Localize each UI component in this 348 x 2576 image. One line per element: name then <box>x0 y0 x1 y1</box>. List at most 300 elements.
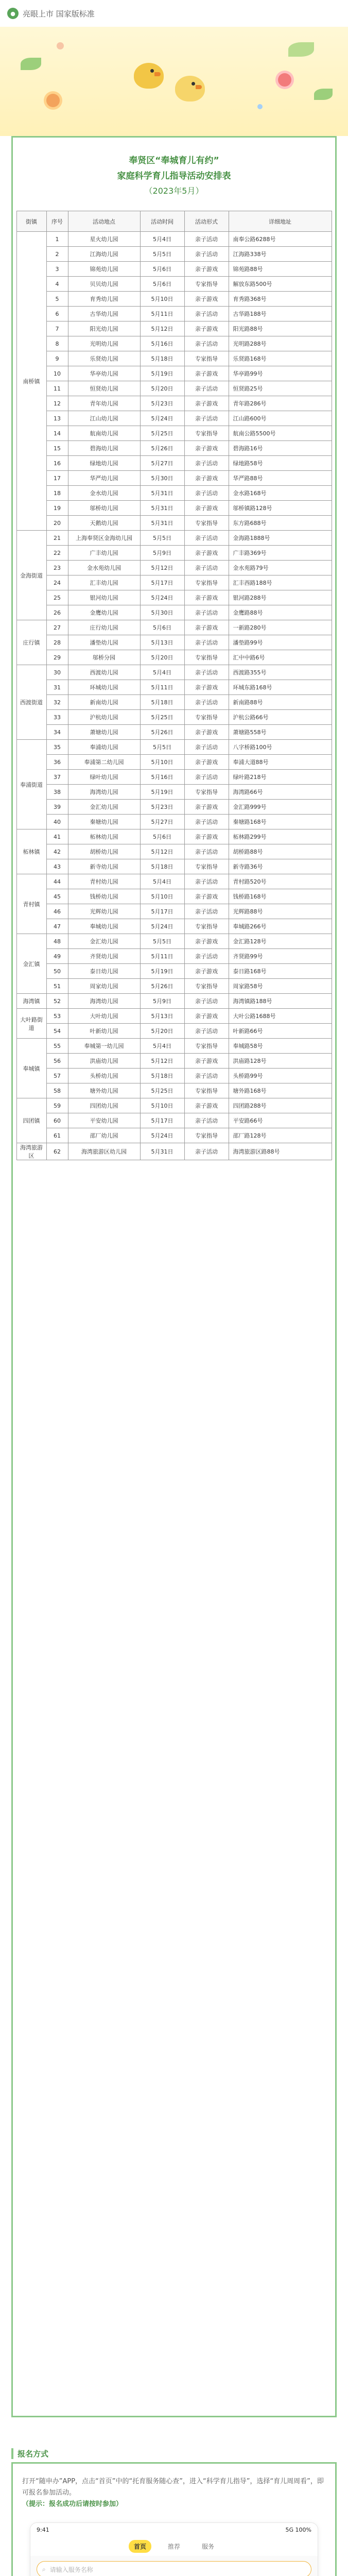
date-cell: 5月12日 <box>140 1054 184 1069</box>
leaf-icon <box>288 42 314 57</box>
type-cell: 专家指导 <box>184 575 229 590</box>
date-cell: 5月24日 <box>140 411 184 426</box>
venue-cell: 绿地幼儿园 <box>68 456 140 471</box>
phone-top-tabs <box>30 2536 318 2556</box>
venue-cell: 银河幼儿园 <box>68 590 140 605</box>
address-cell: 沪杭公路66号 <box>229 710 332 725</box>
table-row <box>16 725 332 740</box>
address-cell: 育秀路368号 <box>229 292 332 307</box>
address-cell: 八字桥路100号 <box>229 740 332 755</box>
flower-icon <box>46 94 60 107</box>
index-cell: 59 <box>46 1098 68 1113</box>
address-cell: 新南路88号 <box>229 695 332 710</box>
address-cell: 碧海路16号 <box>229 441 332 456</box>
col-header: 活动地点 <box>68 211 140 232</box>
table-row <box>16 411 332 426</box>
date-cell: 5月5日 <box>140 247 184 262</box>
table-row <box>16 740 332 755</box>
district-cell: 青村镇 <box>16 874 46 934</box>
type-cell: 亲子游戏 <box>184 366 229 381</box>
type-cell: 亲子游戏 <box>184 262 229 277</box>
venue-cell: 古华幼儿园 <box>68 307 140 321</box>
type-cell: 亲子活动 <box>184 307 229 321</box>
type-cell: 亲子活动 <box>184 336 229 351</box>
index-cell: 25 <box>46 590 68 605</box>
address-cell: 海湾镇路188号 <box>229 994 332 1009</box>
venue-cell: 沪杭幼儿园 <box>68 710 140 725</box>
venue-cell: 潘垫幼儿园 <box>68 635 140 650</box>
address-cell: 柘林路299号 <box>229 829 332 844</box>
date-cell: 5月25日 <box>140 426 184 441</box>
leaf-icon <box>314 89 333 100</box>
table-row <box>16 292 332 307</box>
venue-cell: 柘林幼儿园 <box>68 829 140 844</box>
date-cell: 5月30日 <box>140 471 184 486</box>
decor-dot <box>257 104 263 109</box>
schedule-frame <box>11 136 337 2417</box>
date-cell: 5月13日 <box>140 1009 184 1024</box>
date-cell: 5月24日 <box>140 1128 184 1143</box>
address-cell: 潘垫路99号 <box>229 635 332 650</box>
flower-icon <box>278 73 291 87</box>
date-cell: 5月9日 <box>140 994 184 1009</box>
type-cell: 专家指导 <box>184 426 229 441</box>
venue-cell: 金鹰幼儿园 <box>68 605 140 620</box>
index-cell: 10 <box>46 366 68 381</box>
address-cell: 华亭路99号 <box>229 366 332 381</box>
index-cell: 36 <box>46 755 68 770</box>
venue-cell: 四团幼儿园 <box>68 1098 140 1113</box>
index-cell: 13 <box>46 411 68 426</box>
address-cell: 钱桥路168号 <box>229 889 332 904</box>
venue-cell: 汇丰幼儿园 <box>68 575 140 590</box>
table-row <box>16 247 332 262</box>
type-cell: 亲子活动 <box>184 770 229 785</box>
index-cell: 50 <box>46 964 68 979</box>
type-cell: 亲子活动 <box>184 949 229 964</box>
venue-cell: 江海幼儿园 <box>68 247 140 262</box>
address-cell: 江海路338号 <box>229 247 332 262</box>
type-cell: 亲子游戏 <box>184 725 229 740</box>
status-right: 5G 100% <box>285 2526 311 2533</box>
type-cell: 亲子活动 <box>184 232 229 247</box>
index-cell: 41 <box>46 829 68 844</box>
type-cell: 亲子活动 <box>184 665 229 680</box>
decor-dot <box>57 42 64 49</box>
index-cell: 37 <box>46 770 68 785</box>
index-cell: 38 <box>46 785 68 800</box>
index-cell: 32 <box>46 695 68 710</box>
index-cell: 56 <box>46 1054 68 1069</box>
table-row <box>16 1054 332 1069</box>
venue-cell: 庄行幼儿园 <box>68 620 140 635</box>
table-row <box>16 1098 332 1113</box>
index-cell: 40 <box>46 815 68 829</box>
table-row <box>16 979 332 994</box>
search-placeholder: 请输入服务名称 <box>49 2566 93 2573</box>
table-row <box>16 605 332 620</box>
type-cell: 亲子游戏 <box>184 934 229 949</box>
index-cell: 45 <box>46 889 68 904</box>
district-cell: 奉浦街道 <box>16 740 46 829</box>
date-cell: 5月25日 <box>140 1083 184 1098</box>
top-bar-title: 亮眼上市 国家版标准 <box>23 9 95 19</box>
address-cell: 南奉公路6288号 <box>229 232 332 247</box>
col-header: 详细地址 <box>229 211 332 232</box>
type-cell: 专家指导 <box>184 516 229 531</box>
index-cell: 26 <box>46 605 68 620</box>
venue-cell: 光辉幼儿园 <box>68 904 140 919</box>
index-cell: 58 <box>46 1083 68 1098</box>
index-cell: 6 <box>46 307 68 321</box>
type-cell: 亲子活动 <box>184 844 229 859</box>
address-cell: 洪庙路128号 <box>229 1054 332 1069</box>
venue-cell: 周家幼儿园 <box>68 979 140 994</box>
venue-cell: 绿叶幼儿园 <box>68 770 140 785</box>
district-cell: 柘林镇 <box>16 829 46 874</box>
type-cell: 亲子游戏 <box>184 292 229 307</box>
venue-cell: 金汇幼儿园 <box>68 934 140 949</box>
venue-cell: 邬桥幼儿园 <box>68 501 140 516</box>
type-cell: 亲子游戏 <box>184 620 229 635</box>
address-cell: 金海路1888号 <box>229 531 332 546</box>
index-cell: 7 <box>46 321 68 336</box>
table-row <box>16 949 332 964</box>
date-cell: 5月5日 <box>140 740 184 755</box>
date-cell: 5月10日 <box>140 1098 184 1113</box>
table-row <box>16 546 332 561</box>
address-cell: 金水路168号 <box>229 486 332 501</box>
address-cell: 西渡路355号 <box>229 665 332 680</box>
table-row <box>16 755 332 770</box>
index-cell: 34 <box>46 725 68 740</box>
index-cell: 24 <box>46 575 68 590</box>
date-cell: 5月17日 <box>140 1113 184 1128</box>
date-cell: 5月23日 <box>140 396 184 411</box>
venue-cell: 邵厂幼儿园 <box>68 1128 140 1143</box>
address-cell: 四团路288号 <box>229 1098 332 1113</box>
address-cell: 邬桥镇路128号 <box>229 501 332 516</box>
address-cell: 环城东路168号 <box>229 680 332 695</box>
table-row <box>16 695 332 710</box>
index-cell: 4 <box>46 277 68 292</box>
date-cell: 5月18日 <box>140 695 184 710</box>
type-cell: 亲子游戏 <box>184 546 229 561</box>
phone-tab-recommend[interactable]: 推荐 <box>167 2543 180 2550</box>
type-cell: 专家指导 <box>184 351 229 366</box>
table-row <box>16 620 332 635</box>
venue-cell: 环城幼儿园 <box>68 680 140 695</box>
type-cell: 亲子游戏 <box>184 321 229 336</box>
index-cell: 27 <box>46 620 68 635</box>
address-cell: 海湾旅游区路88号 <box>229 1143 332 1160</box>
address-cell: 江山路600号 <box>229 411 332 426</box>
type-cell: 亲子活动 <box>184 740 229 755</box>
date-cell: 5月26日 <box>140 441 184 456</box>
index-cell: 54 <box>46 1024 68 1039</box>
type-cell: 专家指导 <box>184 277 229 292</box>
address-cell: 航南公路5500号 <box>229 426 332 441</box>
signup-section-title: 报名方式 <box>11 2448 337 2459</box>
date-cell: 5月5日 <box>140 531 184 546</box>
col-header: 活动形式 <box>184 211 229 232</box>
table-row <box>16 650 332 665</box>
date-cell: 5月19日 <box>140 366 184 381</box>
table-row <box>16 321 332 336</box>
address-cell: 华严路88号 <box>229 471 332 486</box>
index-cell: 48 <box>46 934 68 949</box>
index-cell: 20 <box>46 516 68 531</box>
address-cell: 绿叶路218号 <box>229 770 332 785</box>
type-cell: 专家指导 <box>184 859 229 874</box>
district-cell: 海湾镇 <box>16 994 46 1009</box>
date-cell: 5月12日 <box>140 561 184 575</box>
type-cell: 亲子活动 <box>184 411 229 426</box>
type-cell: 亲子活动 <box>184 1113 229 1128</box>
venue-cell: 新南幼儿园 <box>68 695 140 710</box>
type-cell: 专家指导 <box>184 1083 229 1098</box>
district-cell: 南桥镇 <box>16 232 46 531</box>
table-row <box>16 889 332 904</box>
table-row <box>16 396 332 411</box>
type-cell: 亲子活动 <box>184 1024 229 1039</box>
date-cell: 5月25日 <box>140 710 184 725</box>
date-cell: 5月6日 <box>140 620 184 635</box>
app-logo-icon: ● <box>7 8 19 19</box>
table-row <box>16 1128 332 1143</box>
table-row <box>16 351 332 366</box>
table-row <box>16 919 332 934</box>
venue-cell: 叶新幼儿园 <box>68 1024 140 1039</box>
index-cell: 11 <box>46 381 68 396</box>
table-row <box>16 1069 332 1083</box>
date-cell: 5月31日 <box>140 516 184 531</box>
date-cell: 5月23日 <box>140 800 184 815</box>
date-cell: 5月9日 <box>140 546 184 561</box>
table-row <box>16 1039 332 1054</box>
type-cell: 专家指导 <box>184 1128 229 1143</box>
table-row <box>16 770 332 785</box>
type-cell: 亲子活动 <box>184 381 229 396</box>
phone-search-input[interactable] <box>37 2561 311 2576</box>
venue-cell: 邬桥分园 <box>68 650 140 665</box>
type-cell: 亲子游戏 <box>184 829 229 844</box>
table-row <box>16 800 332 815</box>
phone-tab-service[interactable]: 服务 <box>202 2543 215 2550</box>
venue-cell: 奉城第一幼儿园 <box>68 1039 140 1054</box>
date-cell: 5月24日 <box>140 919 184 934</box>
table-row <box>16 680 332 695</box>
venue-cell: 奉浦幼儿园 <box>68 740 140 755</box>
type-cell: 亲子游戏 <box>184 1098 229 1113</box>
phone-status-bar <box>30 2523 318 2536</box>
table-row <box>16 815 332 829</box>
table-row <box>16 277 332 292</box>
type-cell: 亲子活动 <box>184 904 229 919</box>
table-row <box>16 874 332 889</box>
address-cell: 广丰路369号 <box>229 546 332 561</box>
venue-cell: 奉浦第二幼儿园 <box>68 755 140 770</box>
table-row <box>16 859 332 874</box>
venue-cell: 金水幼儿园 <box>68 486 140 501</box>
index-cell: 8 <box>46 336 68 351</box>
date-cell: 5月12日 <box>140 321 184 336</box>
date-cell: 5月13日 <box>140 635 184 650</box>
address-cell: 海湾路66号 <box>229 785 332 800</box>
index-cell: 44 <box>46 874 68 889</box>
venue-cell: 金汇幼儿园 <box>68 800 140 815</box>
table-row <box>16 456 332 471</box>
venue-cell: 奉城幼儿园 <box>68 919 140 934</box>
type-cell: 亲子活动 <box>184 605 229 620</box>
district-cell: 大叶路街道 <box>16 1009 46 1039</box>
address-cell: 恒贤路25号 <box>229 381 332 396</box>
venue-cell: 上海奉贤区金海幼儿园 <box>68 531 140 546</box>
index-cell: 18 <box>46 486 68 501</box>
index-cell: 23 <box>46 561 68 575</box>
date-cell: 5月4日 <box>140 1039 184 1054</box>
signup-guide <box>11 2462 337 2576</box>
table-row <box>16 381 332 396</box>
district-cell: 四团镇 <box>16 1098 46 1143</box>
district-cell: 金汇镇 <box>16 934 46 994</box>
type-cell: 亲子游戏 <box>184 590 229 605</box>
address-cell: 绿地路58号 <box>229 456 332 471</box>
date-cell: 5月30日 <box>140 605 184 620</box>
date-cell: 5月4日 <box>140 874 184 889</box>
type-cell: 亲子游戏 <box>184 800 229 815</box>
index-cell: 53 <box>46 1009 68 1024</box>
date-cell: 5月12日 <box>140 844 184 859</box>
index-cell: 30 <box>46 665 68 680</box>
index-cell: 15 <box>46 441 68 456</box>
table-row <box>16 665 332 680</box>
date-cell: 5月17日 <box>140 575 184 590</box>
address-cell: 秦塘路168号 <box>229 815 332 829</box>
type-cell: 亲子活动 <box>184 456 229 471</box>
date-cell: 5月31日 <box>140 486 184 501</box>
table-row <box>16 785 332 800</box>
type-cell: 专家指导 <box>184 710 229 725</box>
address-cell: 头桥路99号 <box>229 1069 332 1083</box>
venue-cell: 海湾幼儿园 <box>68 785 140 800</box>
index-cell: 29 <box>46 650 68 665</box>
address-cell: 阳光路88号 <box>229 321 332 336</box>
bird-icon <box>175 76 205 101</box>
phone-tab-home[interactable]: 首页 <box>129 2540 151 2553</box>
type-cell: 专家指导 <box>184 1039 229 1054</box>
table-row <box>16 844 332 859</box>
phone-screenshot-home <box>30 2522 318 2576</box>
index-cell: 55 <box>46 1039 68 1054</box>
venue-cell: 钱桥幼儿园 <box>68 889 140 904</box>
index-cell: 16 <box>46 456 68 471</box>
schedule-table <box>16 211 332 1160</box>
venue-cell: 育秀幼儿园 <box>68 292 140 307</box>
date-cell: 5月31日 <box>140 1143 184 1160</box>
table-header-row <box>16 211 332 232</box>
address-cell: 塘外路168号 <box>229 1083 332 1098</box>
index-cell: 14 <box>46 426 68 441</box>
venue-cell: 新寺幼儿园 <box>68 859 140 874</box>
index-cell: 1 <box>46 232 68 247</box>
type-cell: 亲子活动 <box>184 247 229 262</box>
venue-cell: 齐贤幼儿园 <box>68 949 140 964</box>
index-cell: 21 <box>46 531 68 546</box>
date-cell: 5月20日 <box>140 650 184 665</box>
index-cell: 57 <box>46 1069 68 1083</box>
table-row <box>16 710 332 725</box>
type-cell: 亲子活动 <box>184 531 229 546</box>
venue-cell: 泰日幼儿园 <box>68 964 140 979</box>
date-cell: 5月10日 <box>140 755 184 770</box>
venue-cell: 贝贝幼儿园 <box>68 277 140 292</box>
type-cell: 亲子活动 <box>184 1143 229 1160</box>
type-cell: 亲子活动 <box>184 561 229 575</box>
venue-cell: 天鹅幼儿园 <box>68 516 140 531</box>
table-row <box>16 934 332 949</box>
date-cell: 5月19日 <box>140 785 184 800</box>
venue-cell: 碧海幼儿园 <box>68 441 140 456</box>
venue-cell: 光明幼儿园 <box>68 336 140 351</box>
table-row <box>16 501 332 516</box>
address-cell: 解放东路500号 <box>229 277 332 292</box>
venue-cell: 海湾旅游区幼儿园 <box>68 1143 140 1160</box>
table-row <box>16 1024 332 1039</box>
table-row <box>16 307 332 321</box>
type-cell: 亲子游戏 <box>184 1054 229 1069</box>
col-header: 街镇 <box>16 211 46 232</box>
table-row <box>16 336 332 351</box>
search-icon: ⌕ <box>42 2565 46 2573</box>
index-cell: 17 <box>46 471 68 486</box>
date-cell: 5月11日 <box>140 949 184 964</box>
date-cell: 5月6日 <box>140 262 184 277</box>
date-cell: 5月6日 <box>140 277 184 292</box>
address-cell: 乐贤路168号 <box>229 351 332 366</box>
signup-guide-highlight: （提示：报名成功后请按时参加） <box>22 2500 123 2508</box>
index-cell: 60 <box>46 1113 68 1128</box>
venue-cell: 江山幼儿园 <box>68 411 140 426</box>
date-cell: 5月16日 <box>140 770 184 785</box>
address-cell: 叶新路66号 <box>229 1024 332 1039</box>
col-header: 序号 <box>46 211 68 232</box>
table-row <box>16 262 332 277</box>
date-cell: 5月26日 <box>140 979 184 994</box>
venue-cell: 金水苑幼儿园 <box>68 561 140 575</box>
type-cell: 亲子游戏 <box>184 471 229 486</box>
address-cell: 金水苑路79号 <box>229 561 332 575</box>
table-row <box>16 1143 332 1160</box>
address-cell: 一新路280号 <box>229 620 332 635</box>
schedule-intro <box>13 138 335 211</box>
table-row <box>16 904 332 919</box>
index-cell: 35 <box>46 740 68 755</box>
table-row <box>16 366 332 381</box>
district-cell: 奉城镇 <box>16 1039 46 1098</box>
address-cell: 汇丰西路188号 <box>229 575 332 590</box>
venue-cell: 锦苑幼儿园 <box>68 262 140 277</box>
leaf-icon <box>21 58 41 70</box>
date-cell: 5月20日 <box>140 381 184 396</box>
address-cell: 奉城路266号 <box>229 919 332 934</box>
table-row <box>16 531 332 546</box>
district-cell: 海湾旅游区 <box>16 1143 46 1160</box>
intro-line-3: （2023年5月） <box>144 186 204 196</box>
index-cell: 47 <box>46 919 68 934</box>
index-cell: 19 <box>46 501 68 516</box>
address-cell: 萧塘路558号 <box>229 725 332 740</box>
